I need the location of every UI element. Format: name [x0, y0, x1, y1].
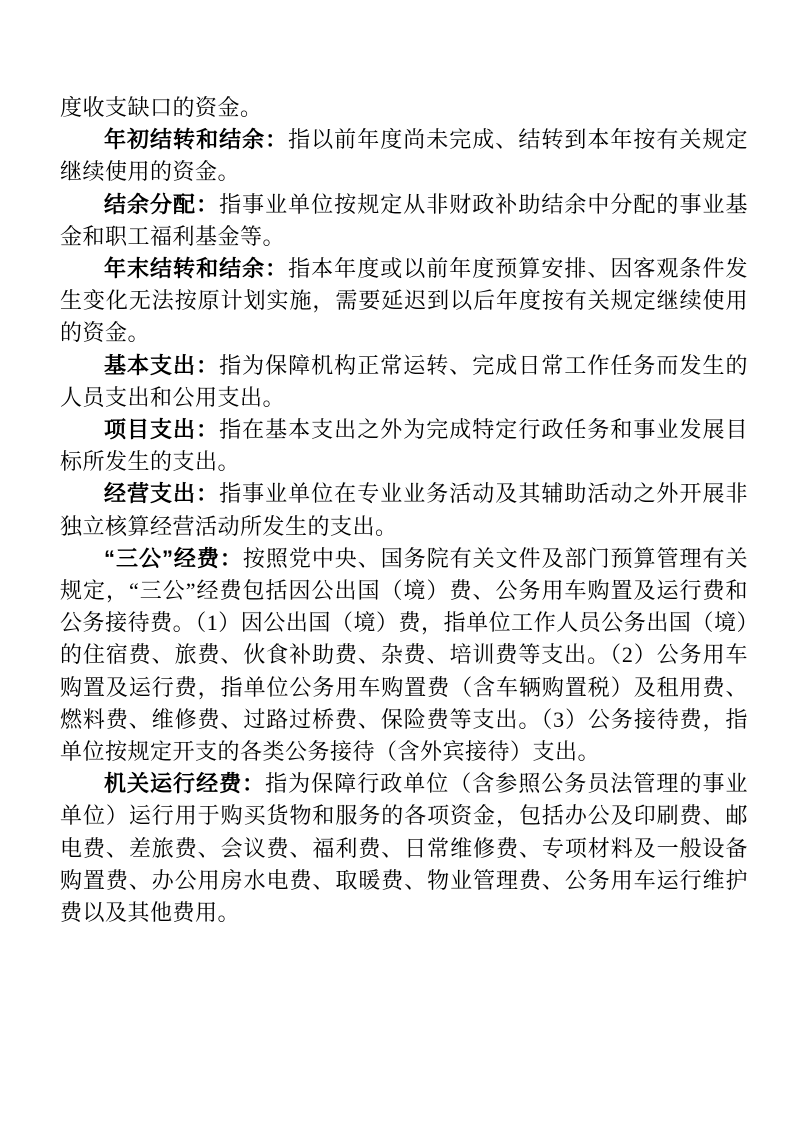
paragraph-term-definition [60, 543, 748, 768]
term-label: 基本支出： [104, 352, 220, 378]
definition-text: 指以前年度尚未完成、结转到本年按有关规定继续使用的资金。 [60, 127, 748, 185]
definition-text: 指事业单位在专业业务活动及其辅助活动之外开展非独立核算经营活动所发生的支出。 [60, 481, 748, 539]
text-content [60, 92, 748, 929]
term-label: 经营支出： [104, 481, 220, 507]
term-label: 年初结转和结余： [104, 127, 289, 153]
term-label: 机关运行经费： [104, 771, 266, 797]
definition-text: 按照党中央、国务院有关文件及部门预算管理有关规定，“三公”经费包括因公出国（境）费、公务用车购置及运行费和公务接待费。（1）因公出国（境）费，指单位工作人员公务出国（境）的住宿费、旅费、伙食补助费、杂费、培训费等支出。（2）公务用车购置及运行费，指单位公务用车购置费（含车辆购置税）及租用费、燃料费、维修费、过路过桥费、保险费等支出。（3）公务接待费，指单位按规定开支的各类公务接待（含外宾接待）支出。 [60, 545, 748, 765]
definition-text: 指本年度或以前年度预算安排、因客观条件发生变化无法按原计划实施，需要延迟到以后年度按有关规定继续使用的资金。 [60, 256, 748, 346]
paragraph-term-definition [60, 350, 748, 414]
paragraph-text: 度收支缺口的资金。 [60, 95, 263, 120]
paragraph-term-definition [60, 768, 748, 929]
definition-text: 指事业单位按规定从非财政补助结余中分配的事业基金和职工福利基金等。 [60, 191, 748, 249]
definition-text: 指为保障行政单位（含参照公务员法管理的事业单位）运行用于购买货物和服务的各项资金，包括办公及印刷费、邮电费、差旅费、会议费、福利费、日常维修费、专项材料及一般设备购置费、办公用房水电费、取暖费、物业管理费、公务用车运行维护费以及其他费用。 [60, 771, 748, 926]
paragraph-term-definition [60, 124, 748, 188]
definition-text: 指在基本支出之外为完成特定行政任务和事业发展目标所发生的支出。 [60, 417, 748, 475]
term-label: 年末结转和结余： [104, 256, 289, 282]
paragraph-term-definition [60, 478, 748, 542]
term-label: “三公”经费： [104, 545, 243, 571]
paragraph-continuation [60, 92, 748, 124]
term-label: 项目支出： [104, 417, 220, 443]
paragraph-term-definition [60, 253, 748, 350]
term-label: 结余分配： [104, 191, 220, 217]
paragraph-term-definition [60, 414, 748, 478]
definition-text: 指为保障机构正常运转、完成日常工作任务而发生的人员支出和公用支出。 [60, 352, 748, 410]
paragraph-term-definition [60, 189, 748, 253]
